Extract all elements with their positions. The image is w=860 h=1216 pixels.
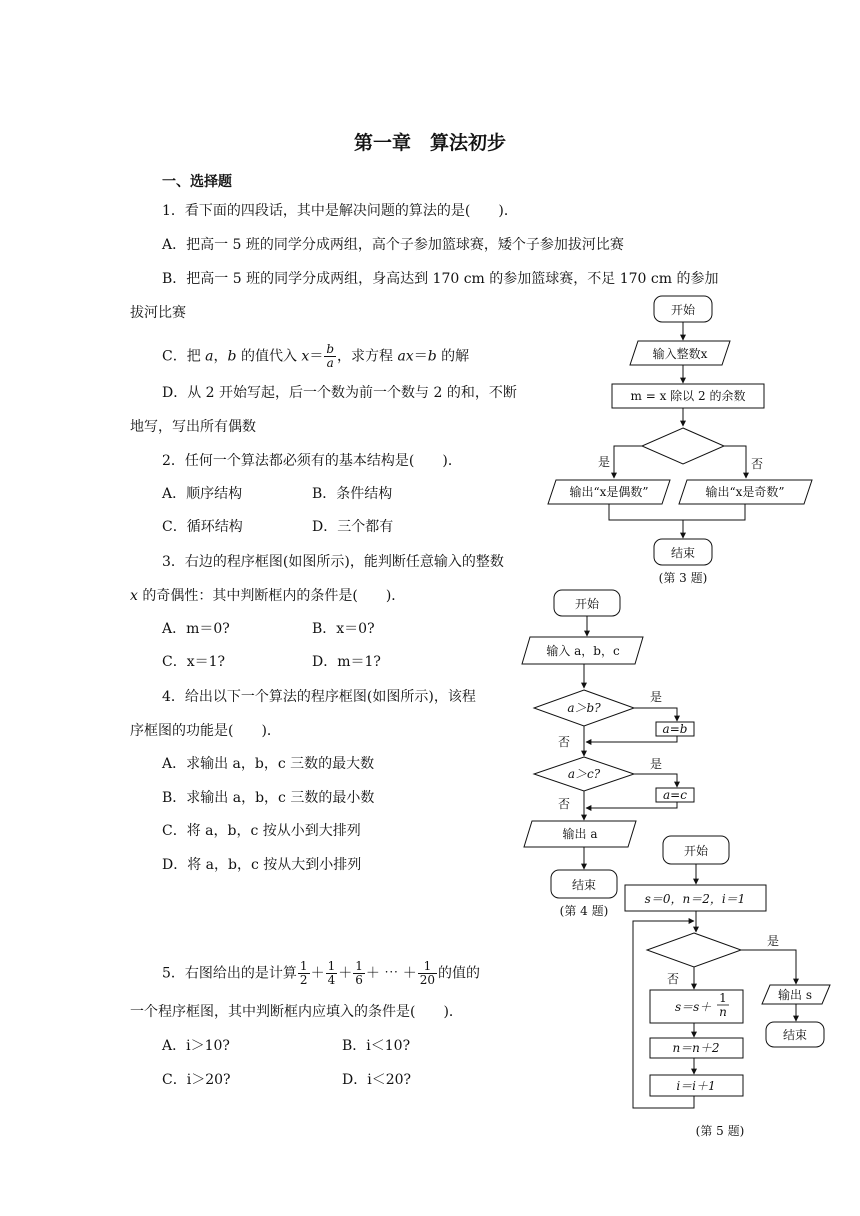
q5-stem: 5．右图给出的是计算 $\frac{1}{2}$ ＋ $\frac{1}{4}$ ＋ $\frac{1}{6}$ ＋ ⋯ ＋ $\frac{1}{20}$ 的值的	[162, 959, 481, 987]
fig5-start-label: 开始	[683, 844, 709, 858]
fig3-start-label: 开始	[670, 303, 696, 317]
fig3-input-label: 输入整数x	[652, 347, 708, 361]
fig5-caption: (第 5 题)	[695, 1124, 745, 1138]
q3-option-d: D．m＝1?	[312, 654, 381, 670]
q5-option-a: A．i＞10?	[162, 1038, 230, 1054]
figure-4-flowchart	[522, 590, 694, 898]
q2-option-d: D．三个都有	[312, 519, 394, 535]
fraction-1-20: $\frac{1}{20}$	[419, 959, 436, 987]
fig3-out-even-label: 输出“x是偶数”	[569, 485, 649, 499]
q1-option-d-cont: 地写，写出所有偶数	[130, 419, 256, 435]
fig3-out-odd-label: 输出“x是奇数”	[705, 485, 785, 499]
q1-option-d: D．从 2 开始写起，后一个数为前一个数与 2 的和，不断	[162, 385, 517, 401]
q5-stem-cont: 一个程序框图，其中判断框内应填入的条件是( )．	[130, 1004, 463, 1020]
q5-option-c: C．i＞20?	[162, 1072, 231, 1088]
fig5-step1-num: 1	[719, 991, 727, 1005]
fig5-step1-label: s＝s＋	[675, 1000, 712, 1014]
fig5-no-label: 否	[667, 972, 680, 986]
q4-option-a: A．求输出 a，b，c 三数的最大数	[162, 756, 375, 772]
fig4-yes2-label: 是	[650, 757, 663, 771]
fig4-output-label: 输出 a	[562, 827, 598, 841]
q4-option-c: C．将 a，b，c 按从小到大排列	[162, 823, 361, 839]
fig4-assign1-label: a=b	[662, 722, 688, 736]
q2-stem: 2．任何一个算法都必须有的基本结构是( )．	[162, 453, 462, 469]
fig3-end-label: 结束	[670, 546, 696, 560]
q3-option-c: C．x＝1?	[162, 654, 226, 670]
figure-5-flowchart	[625, 836, 830, 1108]
q1-stem: 1．看下面的四段话，其中是解决问题的算法的是( )．	[162, 203, 518, 219]
q5-option-d: D．i＜20?	[342, 1072, 412, 1088]
fraction-1-4: $\frac{1}{4}$	[327, 959, 336, 987]
q4-stem: 4．给出以下一个算法的程序框图(如图所示)，该程	[162, 689, 476, 705]
fig4-caption: (第 4 题)	[559, 904, 609, 918]
fig5-yes-label: 是	[767, 934, 780, 948]
fig5-step1-den: n	[719, 1005, 727, 1019]
q1-option-b-cont: 拔河比赛	[130, 305, 186, 321]
fig5-step3-label: i＝i＋1	[676, 1079, 716, 1093]
q2-option-a: A．顺序结构	[162, 486, 243, 502]
fig4-cond2-label: a＞c?	[567, 767, 601, 781]
section-heading: 一、选择题	[162, 174, 232, 190]
q3-option-b: B．x＝0?	[312, 621, 375, 637]
fig4-start-label: 开始	[574, 597, 600, 611]
fig5-decision	[647, 933, 741, 967]
q4-stem-cont: 序框图的功能是( )．	[130, 723, 281, 739]
page-title: 第一章 算法初步	[353, 132, 506, 154]
q3-stem: 3．右边的程序框图(如图所示)，能判断任意输入的整数	[162, 554, 504, 570]
q2-option-b: B．条件结构	[312, 486, 393, 502]
fig4-input-label: 输入 a，b，c	[546, 644, 620, 658]
fig5-step2-label: n＝n＋2	[672, 1041, 720, 1055]
q4-option-d: D．将 a，b，c 按从大到小排列	[162, 857, 362, 873]
fig4-yes1-label: 是	[650, 690, 663, 704]
q3-option-a: A．m＝0?	[162, 621, 230, 637]
q1-option-c: C．把 a，b 的值代入 x＝ $\frac{b}{a}$ ，求方程 ax＝b 的解	[162, 342, 470, 370]
fig5-end-label: 结束	[782, 1028, 808, 1042]
fig4-end-label: 结束	[571, 878, 597, 892]
q1-option-b: B．把高一 5 班的同学分成两组，身高达到 170 cm 的参加篮球赛，不足 170 cm 的参加	[162, 271, 719, 287]
fraction-1-2: $\frac{1}{2}$	[299, 959, 308, 987]
q5-option-b: B．i＜10?	[342, 1038, 411, 1054]
fig5-init-label: s＝0，n＝2，i＝1	[644, 892, 746, 906]
q4-option-b: B．求输出 a，b，c 三数的最小数	[162, 790, 375, 806]
fig3-decision	[642, 428, 724, 464]
fraction-b-over-a: $\frac{b}{a}$	[326, 342, 334, 370]
fig4-assign2-label: a=c	[663, 788, 687, 802]
fig5-output-label: 输出 s	[778, 988, 812, 1002]
fig4-no1-label: 否	[558, 735, 571, 749]
fig3-yes-label: 是	[598, 455, 611, 469]
q2-option-c: C．循环结构	[162, 519, 243, 535]
fraction-1-6: $\frac{1}{6}$	[355, 959, 363, 987]
fig3-no-label: 否	[751, 457, 764, 471]
figure-3-flowchart	[548, 296, 812, 565]
fig4-cond1-label: a＞b?	[567, 701, 601, 715]
fig3-process-label: m = x 除以 2 的余数	[630, 389, 746, 403]
q3-stem-cont: x 的奇偶性：其中判断框内的条件是( )．	[130, 588, 406, 604]
q1-option-a: A．把高一 5 班的同学分成两组，高个子参加篮球赛，矮个子参加拔河比赛	[162, 237, 624, 253]
fig3-caption: (第 3 题)	[658, 571, 708, 585]
fig4-no2-label: 否	[558, 797, 571, 811]
